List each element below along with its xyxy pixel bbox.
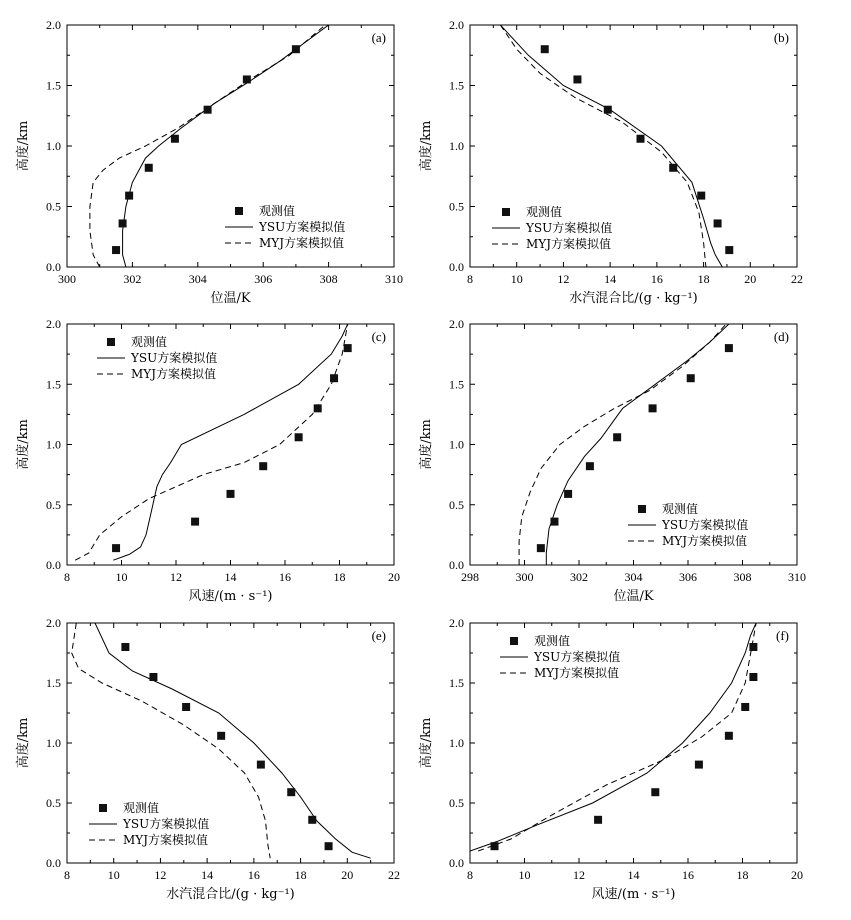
legend-obs-marker bbox=[99, 804, 107, 812]
x-axis-label: 位温/K bbox=[613, 589, 654, 604]
obs-point bbox=[749, 673, 757, 681]
x-axis-label: 位温/K bbox=[210, 291, 251, 306]
legend-ysu-label: YSU方案模拟值 bbox=[526, 221, 613, 235]
y-tick-label: 0.5 bbox=[449, 796, 464, 810]
plot-area bbox=[72, 623, 371, 858]
y-tick-label: 0.0 bbox=[449, 558, 464, 572]
x-tick-label: 16 bbox=[650, 272, 663, 286]
x-tick-label: 16 bbox=[682, 868, 694, 882]
legend-myj-label: MYJ方案模拟值 bbox=[123, 833, 209, 847]
obs-point bbox=[649, 404, 657, 412]
obs-point bbox=[182, 703, 190, 711]
y-tick-label: 0.5 bbox=[46, 796, 61, 810]
x-tick-label: 16 bbox=[247, 868, 260, 882]
obs-point bbox=[741, 703, 749, 711]
y-tick-label: 1.5 bbox=[449, 377, 464, 392]
obs-point bbox=[344, 344, 352, 352]
y-tick-label: 1.5 bbox=[449, 78, 464, 93]
y-tick-label: 0.5 bbox=[449, 497, 464, 512]
legend bbox=[500, 633, 620, 680]
legend-obs-marker bbox=[638, 505, 646, 513]
x-tick-label: 14 bbox=[201, 868, 214, 882]
obs-point bbox=[564, 490, 572, 498]
obs-point bbox=[257, 761, 265, 769]
chart-panel-d bbox=[418, 317, 806, 604]
legend-obs-marker bbox=[502, 208, 510, 216]
obs-point bbox=[119, 219, 127, 227]
y-tick-label: 1.0 bbox=[46, 736, 61, 750]
plot-frame bbox=[67, 324, 394, 565]
y-axis-label: 高度/km bbox=[419, 717, 434, 769]
y-tick-label: 1.0 bbox=[46, 437, 61, 452]
legend-obs-label: 观测值 bbox=[534, 634, 571, 648]
x-tick-label: 14 bbox=[627, 868, 640, 882]
obs-point bbox=[217, 732, 225, 740]
legend-obs-label: 观测值 bbox=[123, 801, 160, 815]
obs-point bbox=[541, 45, 549, 53]
x-tick-label: 18 bbox=[736, 868, 749, 882]
legend-myj-label: MYJ方案模拟值 bbox=[662, 534, 748, 548]
x-tick-label: 8 bbox=[467, 868, 473, 882]
x-tick-label: 22 bbox=[388, 868, 400, 882]
y-tick-label: 0.0 bbox=[46, 558, 61, 572]
obs-point bbox=[613, 433, 621, 441]
legend-ysu-label: YSU方案模拟值 bbox=[259, 220, 346, 234]
legend-obs-marker bbox=[107, 338, 115, 346]
y-axis-label: 高度/km bbox=[419, 120, 434, 172]
y-tick-label: 1.5 bbox=[46, 78, 61, 93]
obs-point bbox=[112, 544, 120, 552]
x-axis-label: 风速/(m · s⁻¹) bbox=[591, 887, 676, 902]
legend bbox=[89, 800, 209, 847]
x-tick-label: 310 bbox=[788, 570, 806, 584]
y-tick-label: 0.0 bbox=[449, 260, 464, 274]
y-tick-label: 0.0 bbox=[449, 856, 464, 870]
x-tick-label: 20 bbox=[744, 272, 757, 286]
obs-point bbox=[725, 344, 733, 352]
obs-point bbox=[669, 164, 677, 172]
x-tick-label: 306 bbox=[254, 272, 273, 286]
panel-label: (d) bbox=[773, 329, 789, 344]
obs-point bbox=[594, 816, 602, 824]
y-tick-label: 2.0 bbox=[449, 616, 464, 630]
legend-myj-label: MYJ方案模拟值 bbox=[259, 236, 345, 250]
plot-frame bbox=[470, 25, 797, 267]
y-axis-label: 高度/km bbox=[16, 120, 31, 172]
x-tick-label: 10 bbox=[107, 868, 120, 882]
y-tick-label: 1.5 bbox=[449, 676, 464, 690]
panel-label: (f) bbox=[776, 628, 789, 643]
chart-panel-f bbox=[418, 616, 803, 902]
obs-point bbox=[604, 106, 612, 114]
obs-point bbox=[550, 518, 558, 526]
legend bbox=[225, 203, 345, 250]
legend-myj-label: MYJ方案模拟值 bbox=[534, 666, 620, 680]
obs-point bbox=[725, 732, 733, 740]
x-tick-label: 12 bbox=[573, 868, 585, 882]
obs-point bbox=[121, 643, 129, 651]
x-tick-label: 18 bbox=[294, 868, 307, 882]
x-tick-label: 10 bbox=[115, 570, 128, 584]
x-tick-label: 20 bbox=[791, 868, 803, 882]
obs-point bbox=[227, 490, 235, 498]
y-tick-label: 2.0 bbox=[449, 317, 464, 331]
obs-point bbox=[325, 842, 333, 850]
y-tick-label: 1.0 bbox=[449, 139, 464, 153]
x-tick-label: 302 bbox=[123, 272, 142, 286]
x-tick-label: 10 bbox=[510, 272, 523, 286]
x-axis-label: 水汽混合比/(g · kg⁻¹) bbox=[569, 291, 698, 306]
y-tick-label: 2.0 bbox=[46, 18, 61, 32]
x-tick-label: 12 bbox=[170, 570, 182, 584]
legend bbox=[628, 501, 748, 548]
x-tick-label: 16 bbox=[279, 570, 291, 584]
x-tick-label: 12 bbox=[154, 868, 167, 882]
obs-point bbox=[112, 246, 120, 254]
x-tick-label: 304 bbox=[624, 570, 643, 584]
obs-point bbox=[537, 544, 545, 552]
obs-point bbox=[204, 106, 212, 114]
obs-point bbox=[687, 374, 695, 382]
y-tick-label: 2.0 bbox=[46, 616, 61, 630]
obs-point bbox=[725, 246, 733, 254]
y-axis-label: 高度/km bbox=[16, 717, 31, 769]
obs-point bbox=[573, 75, 581, 83]
x-tick-label: 20 bbox=[341, 868, 354, 882]
x-tick-label: 8 bbox=[467, 272, 473, 286]
y-tick-label: 0.5 bbox=[46, 199, 61, 214]
y-tick-label: 1.5 bbox=[46, 377, 61, 392]
x-tick-label: 8 bbox=[64, 868, 70, 882]
y-tick-label: 0.5 bbox=[46, 497, 61, 512]
legend-ysu-label: YSU方案模拟值 bbox=[123, 817, 210, 831]
obs-point bbox=[145, 164, 153, 172]
legend-myj-label: MYJ方案模拟值 bbox=[526, 237, 612, 251]
legend-ysu-label: YSU方案模拟值 bbox=[131, 351, 218, 365]
legend-obs-marker bbox=[235, 207, 243, 215]
y-tick-label: 2.0 bbox=[449, 18, 464, 32]
obs-point bbox=[171, 135, 179, 143]
obs-point bbox=[314, 404, 322, 412]
y-tick-label: 0.0 bbox=[46, 856, 61, 870]
x-tick-label: 300 bbox=[515, 570, 534, 584]
y-tick-label: 1.0 bbox=[449, 437, 464, 452]
chart-panel-b bbox=[418, 18, 803, 306]
x-tick-label: 14 bbox=[604, 272, 617, 286]
legend-obs-label: 观测值 bbox=[662, 502, 699, 516]
x-tick-label: 298 bbox=[461, 570, 479, 584]
x-tick-label: 8 bbox=[64, 570, 70, 584]
x-tick-label: 18 bbox=[333, 570, 346, 584]
obs-point bbox=[287, 788, 295, 796]
obs-point bbox=[259, 462, 267, 470]
x-tick-label: 22 bbox=[791, 272, 803, 286]
y-tick-label: 2.0 bbox=[46, 317, 61, 331]
chart-panel-e bbox=[15, 616, 400, 902]
legend-obs-marker bbox=[510, 637, 518, 645]
obs-point bbox=[637, 135, 645, 143]
x-tick-label: 12 bbox=[557, 272, 570, 286]
obs-point bbox=[243, 75, 251, 83]
obs-point bbox=[292, 45, 300, 53]
obs-point bbox=[191, 518, 199, 526]
obs-point bbox=[586, 462, 594, 470]
legend-ysu-label: YSU方案模拟值 bbox=[662, 518, 749, 532]
y-tick-label: 0.5 bbox=[449, 199, 464, 214]
y-tick-label: 1.5 bbox=[46, 676, 61, 690]
plot-frame bbox=[470, 623, 797, 863]
x-axis-label: 风速/(m · s⁻¹) bbox=[188, 589, 273, 604]
panel-label: (e) bbox=[371, 628, 386, 643]
legend bbox=[97, 334, 217, 381]
y-tick-label: 0.0 bbox=[46, 260, 61, 274]
panel-label: (c) bbox=[371, 329, 386, 344]
x-axis-label: 水汽混合比/(g · kg⁻¹) bbox=[166, 887, 295, 902]
obs-point bbox=[149, 673, 157, 681]
x-tick-label: 20 bbox=[388, 570, 400, 584]
x-tick-label: 308 bbox=[319, 272, 338, 286]
obs-point bbox=[295, 433, 303, 441]
legend-obs-label: 观测值 bbox=[259, 204, 296, 218]
panel-label: (b) bbox=[773, 30, 789, 45]
obs-point bbox=[697, 192, 705, 200]
x-tick-label: 10 bbox=[518, 868, 531, 882]
legend-myj-label: MYJ方案模拟值 bbox=[131, 367, 217, 381]
obs-point bbox=[651, 788, 659, 796]
y-axis-label: 高度/km bbox=[419, 419, 434, 470]
x-tick-label: 310 bbox=[385, 272, 403, 286]
legend-ysu-label: YSU方案模拟值 bbox=[534, 650, 621, 664]
legend bbox=[492, 204, 612, 251]
obs-point bbox=[308, 816, 316, 824]
legend-obs-label: 观测值 bbox=[526, 205, 563, 219]
x-tick-label: 302 bbox=[570, 570, 588, 584]
obs-point bbox=[330, 374, 338, 382]
y-tick-label: 1.0 bbox=[46, 139, 61, 153]
obs-point bbox=[491, 842, 499, 850]
obs-point bbox=[695, 761, 703, 769]
x-tick-label: 14 bbox=[224, 570, 237, 584]
obs-point bbox=[749, 643, 757, 651]
y-tick-label: 1.0 bbox=[449, 736, 464, 750]
legend-obs-label: 观测值 bbox=[131, 335, 168, 349]
x-tick-label: 308 bbox=[733, 570, 752, 584]
x-tick-label: 18 bbox=[697, 272, 710, 286]
panel-label: (a) bbox=[371, 30, 386, 45]
x-tick-label: 304 bbox=[188, 272, 207, 286]
y-axis-label: 高度/km bbox=[16, 419, 31, 470]
obs-point bbox=[714, 219, 722, 227]
obs-point bbox=[125, 192, 133, 200]
x-tick-label: 300 bbox=[58, 272, 76, 286]
x-tick-label: 306 bbox=[679, 570, 697, 584]
chart-panel-a bbox=[15, 18, 403, 306]
chart-panel-c bbox=[15, 317, 400, 604]
